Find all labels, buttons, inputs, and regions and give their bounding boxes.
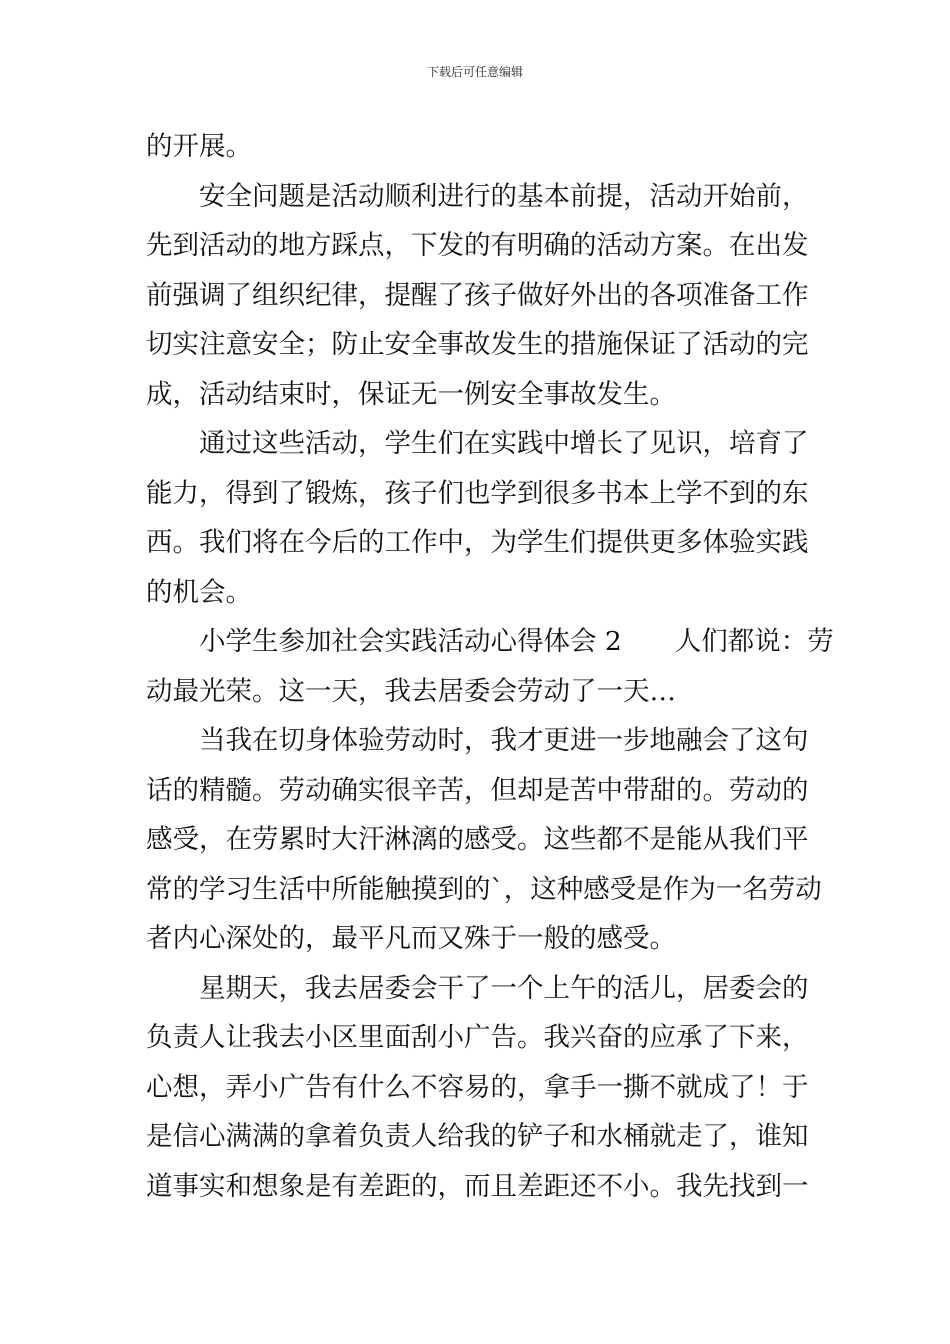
- text-line: 动最光荣。这一天，我去居委会劳动了一天…: [146, 675, 676, 707]
- text-line: 切实注意安全；防止安全事故发生的措施保证了活动的完: [146, 329, 809, 360]
- text-line: 通过这些活动，学生们在实践中增长了见识，培育了: [199, 428, 809, 459]
- text-line: 是信心满满的拿着负责人给我的铲子和水桶就走了，谁知: [146, 1121, 809, 1152]
- page-header-note: 下载后可任意编辑: [426, 65, 523, 79]
- text-line: 星期天，我去居委会干了一个上午的活儿，居委会的: [199, 972, 809, 1004]
- text-line: 的机会。: [146, 576, 252, 608]
- text-line: 的开展。: [146, 131, 252, 162]
- text-line: 先到活动的地方踩点，下发的有明确的活动方案。在出发: [146, 230, 809, 261]
- text-line: 心想，弄小广告有什么不容易的，拿手一撕不就成了！于: [146, 1071, 809, 1103]
- text-line: 话的精髓。劳动确实很辛苦，但却是苦中带甜的。劳动的: [146, 774, 809, 806]
- body-text: [146, 122, 834, 1211]
- text-line: 当我在切身体验劳动时，我才更进一步地融会了这句: [199, 725, 809, 756]
- text-line: 负责人让我去小区里面刮小广告。我兴奋的应承了下来，: [146, 1022, 809, 1053]
- text-line: 道事实和想象是有差距的，而且差距还不小。我先找到一: [146, 1170, 809, 1202]
- text-line: 前强调了组织纪律，提醒了孩子做好外出的各项准备工作: [146, 279, 809, 311]
- text-line: 安全问题是活动顺利进行的基本前提，活动开始前，: [199, 180, 809, 212]
- text-line: 西。我们将在今后的工作中，为学生们提供更多体验实践: [146, 527, 809, 558]
- text-line: 者内心深处的，最平凡而又殊于一般的感受。: [146, 923, 676, 954]
- text-line: 能力，得到了锻炼，孩子们也学到很多书本上学不到的东: [146, 477, 809, 509]
- text-line: 小学生参加社会实践活动心得体会 2 人们都说：劳: [199, 626, 834, 657]
- text-line: 常的学习生活中所能触摸到的`，这种感受是作为一名劳动: [146, 873, 822, 905]
- text-line: 成，活动结束时，保证无一例安全事故发生。: [146, 378, 676, 410]
- text-line: 感受，在劳累时大汗淋漓的感受。这些都不是能从我们平: [146, 824, 809, 855]
